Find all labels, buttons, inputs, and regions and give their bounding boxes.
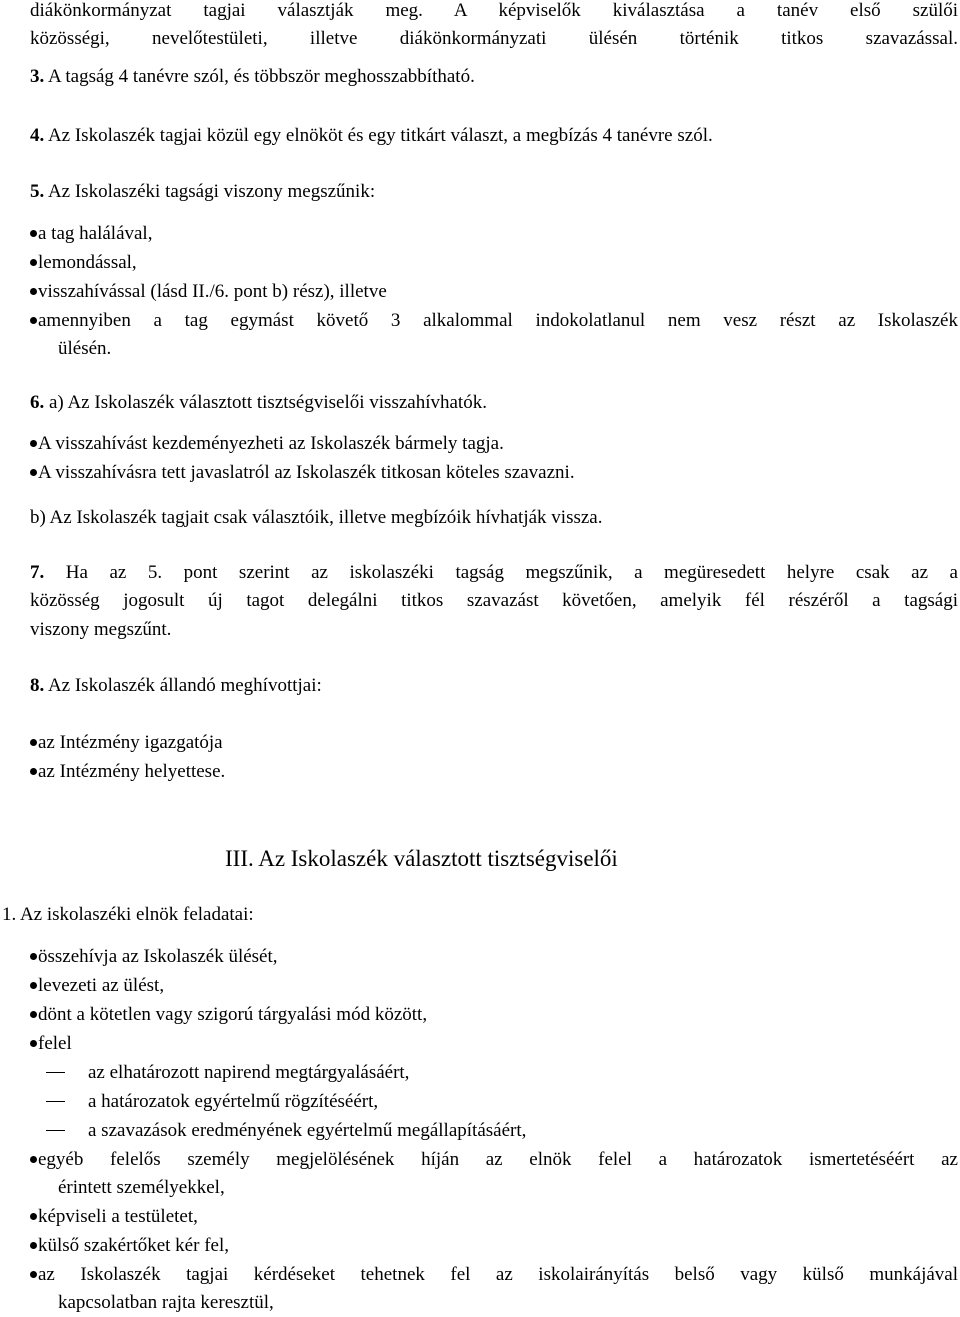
list-item-continuation: kapcsolatban rajta keresztül, [58, 1292, 274, 1313]
bullet-icon [30, 982, 37, 989]
point-number: 3. [30, 66, 45, 87]
point-text: a) Az Iskolaszék választott tisztségviselői visszahívhatók. [44, 392, 487, 413]
paragraph-line: diákönkormányzat tagjai választják meg. A képviselők kiválasztása a tanév első szülői [30, 0, 958, 21]
bullet-icon [30, 953, 37, 960]
bullet-icon [30, 230, 37, 237]
point-5 [30, 181, 375, 203]
point-4 [30, 125, 713, 147]
point-number: 1. [2, 904, 17, 925]
paragraph-line: közösség jogosult új tagot delegálni titkos szavazást követően, amelyik fél részéről a tagsági [30, 590, 958, 611]
paragraph-line: viszony megszűnt. [30, 619, 172, 640]
dash-icon [46, 1130, 65, 1131]
list-item-continuation: érintett személyekkel, [58, 1177, 225, 1198]
list-item-continuation: ülésén. [58, 338, 112, 359]
bullet-icon [30, 1040, 37, 1047]
bullet-icon [30, 317, 37, 324]
bullet-icon [30, 739, 37, 746]
point-text: A tagság 4 tanévre szól, és többször meghosszabbítható. [44, 66, 475, 87]
point-number: 6. [30, 392, 45, 413]
point-number: 7. [30, 562, 45, 583]
bullet-icon [30, 1271, 37, 1278]
dash-icon [46, 1072, 65, 1073]
bullet-icon [30, 768, 37, 775]
bullet-icon [30, 1011, 37, 1018]
point-number: 5. [30, 181, 45, 202]
section-heading: III. Az Iskolaszék választott tisztségviselői [225, 846, 618, 871]
bullet-icon [30, 1213, 37, 1220]
point-3 [30, 66, 475, 88]
paragraph-line: közösségi, nevelőtestületi, illetve diákönkormányzati ülésén történik titkos szavazással. [30, 28, 958, 49]
bullet-icon [30, 469, 37, 476]
point-8 [30, 675, 322, 697]
point-text: Az Iskolaszék állandó meghívottjai: [44, 675, 322, 696]
point-6 [30, 392, 487, 414]
point-7: 7. Ha az 5. pont szerint az iskolaszéki tagság megszűnik, a megüresedett helyre csak az a [30, 562, 958, 583]
point-text: Az Iskolaszék tagjai közül egy elnököt és egy titkárt választ, a megbízás 4 tanévre szól. [44, 125, 713, 146]
bullet-icon [30, 1242, 37, 1249]
bullet-icon [30, 1156, 37, 1163]
point-number: 4. [30, 125, 45, 146]
point-text: Az iskolaszéki elnök feladatai: [16, 904, 254, 925]
point-number: 8. [30, 675, 45, 696]
point-6b: b) Az Iskolaszék tagjait csak választóik, illetve megbízóik hívhatják vissza. [30, 507, 603, 528]
point-text: Az Iskolaszéki tagsági viszony megszűnik: [44, 181, 376, 202]
bullet-icon [30, 288, 37, 295]
subsection-1 [2, 904, 254, 926]
dash-icon [46, 1101, 65, 1102]
bullet-icon [30, 440, 37, 447]
bullet-icon [30, 259, 37, 266]
